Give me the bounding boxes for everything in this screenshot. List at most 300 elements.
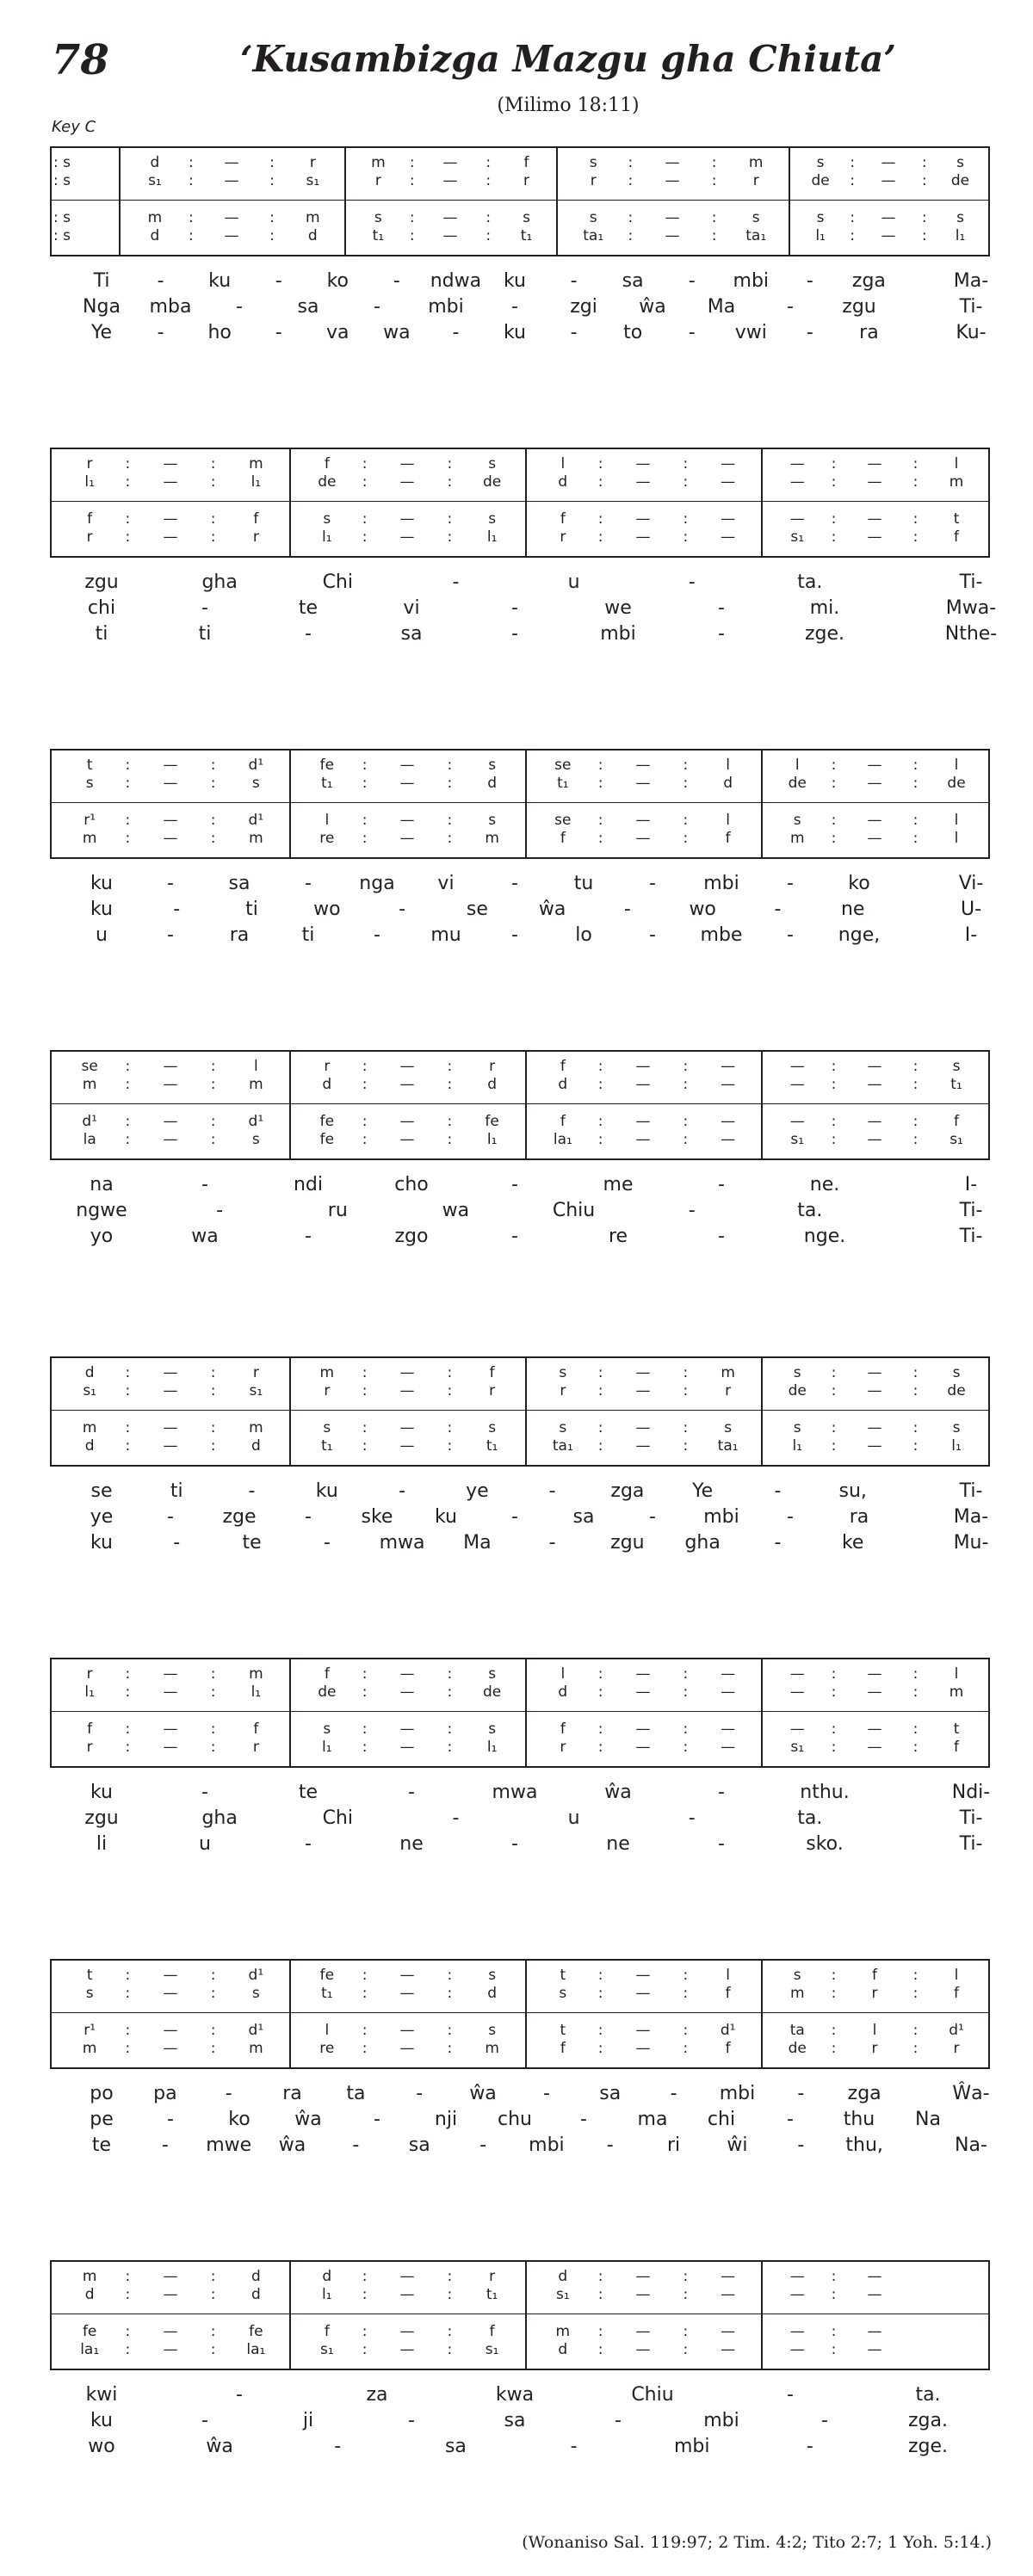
solfa-note: : (683, 473, 689, 491)
solfa-note: : (628, 227, 634, 244)
solfa-note: m (249, 830, 263, 847)
lyric-syllable: - (323, 1532, 331, 1554)
solfa-note: : (683, 2323, 689, 2340)
lyric-syllable: - (511, 1833, 518, 1855)
solfa-note: : (447, 1419, 453, 1436)
solfa-note: se (554, 812, 572, 829)
solfa-note: — (442, 227, 458, 244)
solfa-note: — (399, 1720, 415, 1738)
solfa-note: l₁ (322, 1739, 332, 1756)
solfa-note: s (523, 209, 530, 226)
solfa-note: l₁ (486, 1739, 498, 1756)
solfa-note: f (954, 1739, 960, 1756)
solfa-note: — (635, 1058, 651, 1075)
staff-box (50, 749, 990, 859)
solfa-note: : (831, 1720, 837, 1738)
solfa-note: — (163, 1382, 178, 1399)
solfa-note: : (597, 2341, 603, 2358)
lyric-syllable: - (157, 270, 164, 292)
solfa-note: m (82, 2040, 97, 2057)
solfa-note: — (867, 1382, 882, 1399)
lyric-syllable: ti (198, 623, 212, 645)
solfa-note: s₁ (83, 1382, 96, 1399)
solfa-note: : (447, 757, 453, 774)
solfa-note: : (831, 1739, 837, 1756)
lyric-line (50, 571, 990, 597)
lyric-syllable: - (688, 322, 696, 343)
lyric-syllable: ske (361, 1506, 393, 1528)
solfa-note: s (374, 209, 382, 226)
solfa-note: : (269, 172, 275, 189)
part-divider (52, 802, 988, 803)
solfa-note: d (558, 2341, 568, 2358)
solfa-note: : (125, 1985, 131, 2002)
solfa-note: — (635, 2286, 651, 2303)
solfa-row (52, 775, 988, 795)
lyric-syllable: Ŵa- (952, 2083, 990, 2104)
solfa-note: la (83, 1131, 96, 1148)
solfa-note: — (789, 1113, 805, 1130)
solfa-note: — (399, 1437, 415, 1455)
lyric-syllable: - (305, 1226, 312, 1247)
lyric-syllable: ngwe (76, 1200, 127, 1221)
solfa-note: ta (789, 2022, 805, 2039)
lyric-syllable: - (236, 296, 243, 318)
solfa-note: — (789, 455, 805, 473)
solfa-note: : (447, 2268, 453, 2285)
lyric-syllable: mwa (492, 1782, 538, 1803)
solfa-note: d (251, 2268, 261, 2285)
solfa-note: ta₁ (583, 227, 604, 244)
solfa-note: d (322, 1076, 332, 1093)
solfa-note: — (635, 2341, 651, 2358)
solfa-note: : (597, 1382, 603, 1399)
solfa-note: : (912, 510, 919, 528)
solfa-note: s₁ (306, 172, 320, 189)
solfa-note: : s (53, 209, 71, 226)
lyric-syllable: wo (313, 899, 341, 920)
solfa-note: t (953, 510, 960, 528)
solfa-row (52, 2341, 988, 2362)
lyric-syllable: - (774, 1480, 782, 1502)
solfa-note: — (721, 510, 736, 528)
solfa-note: — (224, 227, 239, 244)
solfa-note: d (251, 2286, 261, 2303)
solfa-note: : (210, 757, 216, 774)
solfa-note: — (163, 2268, 178, 2285)
lyric-syllable: - (787, 924, 794, 946)
solfa-note: : (447, 1437, 453, 1455)
solfa-note: — (442, 172, 458, 189)
solfa-note: : (683, 510, 689, 528)
solfa-note: : (486, 172, 492, 189)
lyric-line (50, 899, 990, 924)
lyric-syllable: - (787, 873, 794, 894)
solfa-note: : (597, 510, 603, 528)
solfa-note: m (721, 1364, 735, 1381)
solfa-note: : (711, 209, 717, 226)
lyric-syllable: mwe (206, 2134, 252, 2156)
solfa-note: : (683, 1967, 689, 1984)
solfa-note: : (486, 209, 492, 226)
lyric-syllable: - (374, 924, 380, 946)
lyric-syllable: ku (90, 873, 113, 894)
solfa-note: l₁ (251, 473, 262, 491)
solfa-note: s (816, 209, 825, 226)
solfa-note: — (635, 510, 651, 528)
solfa-note: s (793, 1967, 801, 1984)
lyric-syllable: - (399, 1480, 406, 1502)
solfa-note: fe (319, 1967, 335, 1984)
solfa-note: : (188, 209, 194, 226)
solfa-note: : (210, 1720, 216, 1738)
solfa-note: f (87, 1720, 93, 1738)
solfa-note: s (251, 1985, 260, 2002)
solfa-note: : (362, 775, 368, 792)
solfa-note: — (163, 2040, 178, 2057)
solfa-note: : (597, 1665, 603, 1683)
solfa-note: r (374, 172, 381, 189)
solfa-note: r (86, 1739, 93, 1756)
solfa-note: re (319, 830, 335, 847)
solfa-note: s (323, 1419, 331, 1436)
solfa-note: r (252, 528, 259, 546)
lyric-syllable: lo (575, 924, 592, 946)
lyric-syllable: Na- (955, 2134, 987, 2156)
lyric-syllable: Ma (463, 1532, 492, 1554)
solfa-note: — (163, 1058, 178, 1075)
solfa-note: : (683, 2341, 689, 2358)
solfa-note: : (210, 1967, 216, 1984)
lyric-syllable: - (511, 296, 518, 318)
lyric-syllable: mbi (600, 623, 636, 645)
solfa-note: m (949, 1683, 964, 1701)
solfa-note: t₁ (486, 2286, 498, 2303)
solfa-note: — (635, 473, 651, 491)
lyric-syllable: gha (201, 1807, 238, 1829)
lyric-syllable: - (167, 1506, 174, 1528)
solfa-note: s (793, 812, 801, 829)
solfa-note: : (125, 2040, 131, 2057)
lyric-syllable: sa (572, 1506, 595, 1528)
solfa-note: m (249, 1419, 263, 1436)
solfa-note: : (597, 2323, 603, 2340)
solfa-note: : (362, 1665, 368, 1683)
solfa-note: — (224, 172, 239, 189)
lyric-syllable: - (787, 296, 794, 318)
solfa-note: : (210, 775, 216, 792)
solfa-note: : (210, 2286, 216, 2303)
lyric-syllable: wa (191, 1226, 219, 1247)
solfa-note: r¹ (84, 2022, 96, 2039)
lyric-syllable: vi (437, 873, 455, 894)
solfa-note: m (82, 1419, 97, 1436)
solfa-note: s (952, 1364, 961, 1381)
solfa-note: : (597, 812, 603, 829)
solfa-note: : (597, 1739, 603, 1756)
lyric-line (50, 1200, 990, 1226)
music-system (50, 1658, 990, 1933)
solfa-note: : (831, 510, 837, 528)
lyric-syllable: yo (90, 1226, 114, 1247)
solfa-note: — (163, 2341, 178, 2358)
lyric-syllable: ji (302, 2410, 314, 2431)
lyric-syllable: - (649, 924, 656, 946)
solfa-note: — (399, 1131, 415, 1148)
solfa-note: : (683, 1437, 689, 1455)
solfa-note: : (683, 528, 689, 546)
lyric-line (50, 924, 990, 950)
solfa-note: : (125, 1382, 131, 1399)
lyric-syllable: wo (88, 2436, 115, 2457)
staff-box (50, 2260, 990, 2370)
solfa-note: : (597, 455, 603, 473)
solfa-note: — (635, 1967, 651, 1984)
lyric-syllable: te (242, 1532, 262, 1554)
solfa-note: — (635, 1382, 651, 1399)
solfa-note: : (850, 209, 856, 226)
lyric-syllable: - (452, 1807, 460, 1829)
solfa-note: : (210, 1665, 216, 1683)
lyric-syllable: - (623, 899, 631, 920)
solfa-note: s (559, 1985, 567, 2002)
solfa-note: d (558, 1076, 568, 1093)
solfa-note: : (125, 1113, 131, 1130)
solfa-note: : (683, 1720, 689, 1738)
solfa-note: : (912, 1419, 919, 1436)
lyric-syllable: - (570, 2436, 578, 2457)
solfa-note: s (251, 775, 260, 792)
solfa-note: : (447, 1739, 453, 1756)
solfa-note: : (210, 1683, 216, 1701)
solfa-note: : (125, 2341, 131, 2358)
solfa-note: d (558, 2268, 568, 2285)
lyric-syllable: ti (95, 623, 108, 645)
solfa-note: fe (319, 757, 335, 774)
solfa-note: d (558, 1683, 568, 1701)
solfa-note: : (597, 757, 603, 774)
solfa-note: : (125, 1720, 131, 1738)
solfa-note: : (912, 528, 919, 546)
solfa-note: : (597, 1113, 603, 1130)
lyric-syllable: sa (297, 296, 319, 318)
solfa-note: — (635, 1076, 651, 1093)
solfa-note: l₁ (815, 227, 826, 244)
solfa-note: — (867, 2341, 882, 2358)
solfa-note: : (597, 2022, 603, 2039)
solfa-note: s (488, 455, 497, 473)
solfa-note: s₁ (319, 2341, 334, 2358)
solfa-note: : (850, 172, 856, 189)
lyric-syllable: - (173, 899, 181, 920)
lyric-syllable: ho (207, 322, 232, 343)
lyric-syllable: Ma- (953, 1506, 989, 1528)
lyric-syllable: - (275, 322, 282, 343)
solfa-note: : (912, 2040, 919, 2057)
solfa-note: m (249, 2040, 263, 2057)
solfa-note: fe (319, 1131, 335, 1148)
lyric-syllable: nge, (838, 924, 881, 946)
solfa-note: — (399, 812, 415, 829)
solfa-note: — (163, 1437, 178, 1455)
solfa-note: fe (319, 1113, 335, 1130)
solfa-note: : (597, 1720, 603, 1738)
lyric-syllable: chi (707, 2109, 736, 2130)
solfa-note: t (560, 2022, 566, 2039)
lyric-syllable: - (161, 2134, 169, 2156)
solfa-note: — (721, 2286, 736, 2303)
lyric-syllable: Na (915, 2109, 941, 2130)
solfa-note: : (683, 2040, 689, 2057)
solfa-note: s₁ (249, 1382, 263, 1399)
lyric-line (50, 597, 997, 623)
lyric-syllable: ku (90, 1782, 113, 1803)
solfa-note: : (125, 1364, 131, 1381)
solfa-note: : (683, 830, 689, 847)
solfa-note: : (210, 528, 216, 546)
solfa-note: r (523, 172, 530, 189)
lyric-syllable: - (416, 2083, 424, 2104)
lyric-syllable: za (366, 2384, 388, 2406)
lyric-syllable: zga (851, 270, 886, 292)
music-system (50, 146, 990, 422)
solfa-note: : (831, 2022, 837, 2039)
solfa-note: — (635, 455, 651, 473)
solfa-note: : (447, 1720, 453, 1738)
lyric-syllable: na (90, 1174, 114, 1195)
lyric-syllable: - (580, 2109, 587, 2130)
lyric-syllable: mwa (379, 1532, 425, 1554)
solfa-note: : (912, 455, 919, 473)
lyric-syllable: - (374, 2109, 380, 2130)
solfa-note: — (442, 209, 458, 226)
solfa-note: l (954, 1665, 959, 1683)
lyric-syllable: - (718, 1226, 725, 1247)
solfa-note: : (409, 172, 415, 189)
lyric-syllable: ku (90, 1532, 113, 1554)
lyric-syllable: ra (229, 924, 250, 946)
lyric-syllable: ri (667, 2134, 681, 2156)
lyric-syllable: - (718, 1782, 725, 1803)
solfa-note: : (831, 757, 837, 774)
solfa-note: : (447, 1683, 453, 1701)
solfa-note: — (867, 1419, 882, 1436)
solfa-note: : (597, 1076, 603, 1093)
lyric-syllable: mbi (719, 2083, 756, 2104)
solfa-note: : (188, 227, 194, 244)
lyric-syllable: Ndi- (951, 1782, 991, 1803)
solfa-note: : (447, 1076, 453, 1093)
solfa-note: r (953, 2040, 960, 2057)
solfa-note: : (831, 1076, 837, 1093)
lyric-line (50, 2083, 990, 2109)
solfa-note: de (788, 2040, 807, 2057)
solfa-note: t₁ (557, 775, 569, 792)
solfa-note: — (163, 1683, 178, 1701)
solfa-note: : (683, 2022, 689, 2039)
solfa-note: : (447, 1967, 453, 1984)
lyric-syllable: mbi (703, 873, 739, 894)
solfa-note: s₁ (555, 2286, 570, 2303)
lyric-syllable: - (718, 1833, 725, 1855)
solfa-note: s (793, 1419, 801, 1436)
solfa-note: : (210, 1985, 216, 2002)
solfa-note: f (954, 1113, 960, 1130)
solfa-row (52, 227, 988, 248)
solfa-note: — (665, 227, 680, 244)
solfa-note: — (867, 1720, 882, 1738)
solfa-note: : (912, 1665, 919, 1683)
solfa-note: : (125, 830, 131, 847)
solfa-note: m (789, 1985, 805, 2002)
lyric-line (50, 2410, 990, 2436)
solfa-note: — (635, 830, 651, 847)
lyric-syllable: ŵa (206, 2436, 233, 2457)
music-system (50, 1959, 990, 2234)
solfa-note: : (683, 1419, 689, 1436)
lyric-syllable: - (718, 597, 725, 619)
solfa-note: : (210, 1131, 216, 1148)
solfa-note: r (560, 1382, 566, 1399)
lyric-line (50, 1174, 990, 1200)
lyric-syllable: - (479, 2134, 487, 2156)
lyric-syllable: - (821, 2410, 828, 2431)
solfa-note: : (831, 473, 837, 491)
solfa-note: l (954, 812, 959, 829)
solfa-note: d (251, 1437, 261, 1455)
staff-box (50, 448, 990, 558)
solfa-note: — (867, 1364, 882, 1381)
solfa-note: l (954, 757, 959, 774)
solfa-note: — (635, 1985, 651, 2002)
lyric-syllable: - (542, 2083, 550, 2104)
solfa-note: m (319, 1364, 335, 1381)
solfa-note: — (635, 528, 651, 546)
solfa-note: l₁ (84, 473, 95, 491)
solfa-note: s (488, 1967, 497, 1984)
lyric-line (50, 1480, 990, 1506)
solfa-note: — (635, 2323, 651, 2340)
lyric-syllable: nga (359, 873, 395, 894)
solfa-note: : (409, 154, 415, 171)
solfa-note: — (224, 209, 239, 226)
solfa-note: r (309, 154, 316, 171)
solfa-note: m (371, 154, 386, 171)
solfa-note: : (831, 2341, 837, 2358)
lyric-syllable: mbi (733, 270, 770, 292)
solfa-note: : (831, 1683, 837, 1701)
solfa-note: : (597, 473, 603, 491)
solfa-note: r (324, 1382, 331, 1399)
lyric-line (50, 2384, 990, 2410)
solfa-note: : (912, 775, 919, 792)
solfa-note: fe (485, 1113, 499, 1130)
solfa-note: : (597, 1419, 603, 1436)
solfa-note: r (489, 1058, 496, 1075)
solfa-note: : (210, 1113, 216, 1130)
solfa-note: m (249, 1665, 263, 1683)
solfa-note: t₁ (486, 1437, 498, 1455)
solfa-note: — (867, 455, 882, 473)
solfa-note: m (249, 1076, 263, 1093)
solfa-note: — (399, 510, 415, 528)
solfa-note: : (447, 2022, 453, 2039)
solfa-note: f (560, 1720, 566, 1738)
solfa-note: r (725, 1382, 732, 1399)
lyric-line (50, 270, 990, 296)
solfa-note: — (635, 812, 651, 829)
lyric-syllable: nji (434, 2109, 458, 2130)
